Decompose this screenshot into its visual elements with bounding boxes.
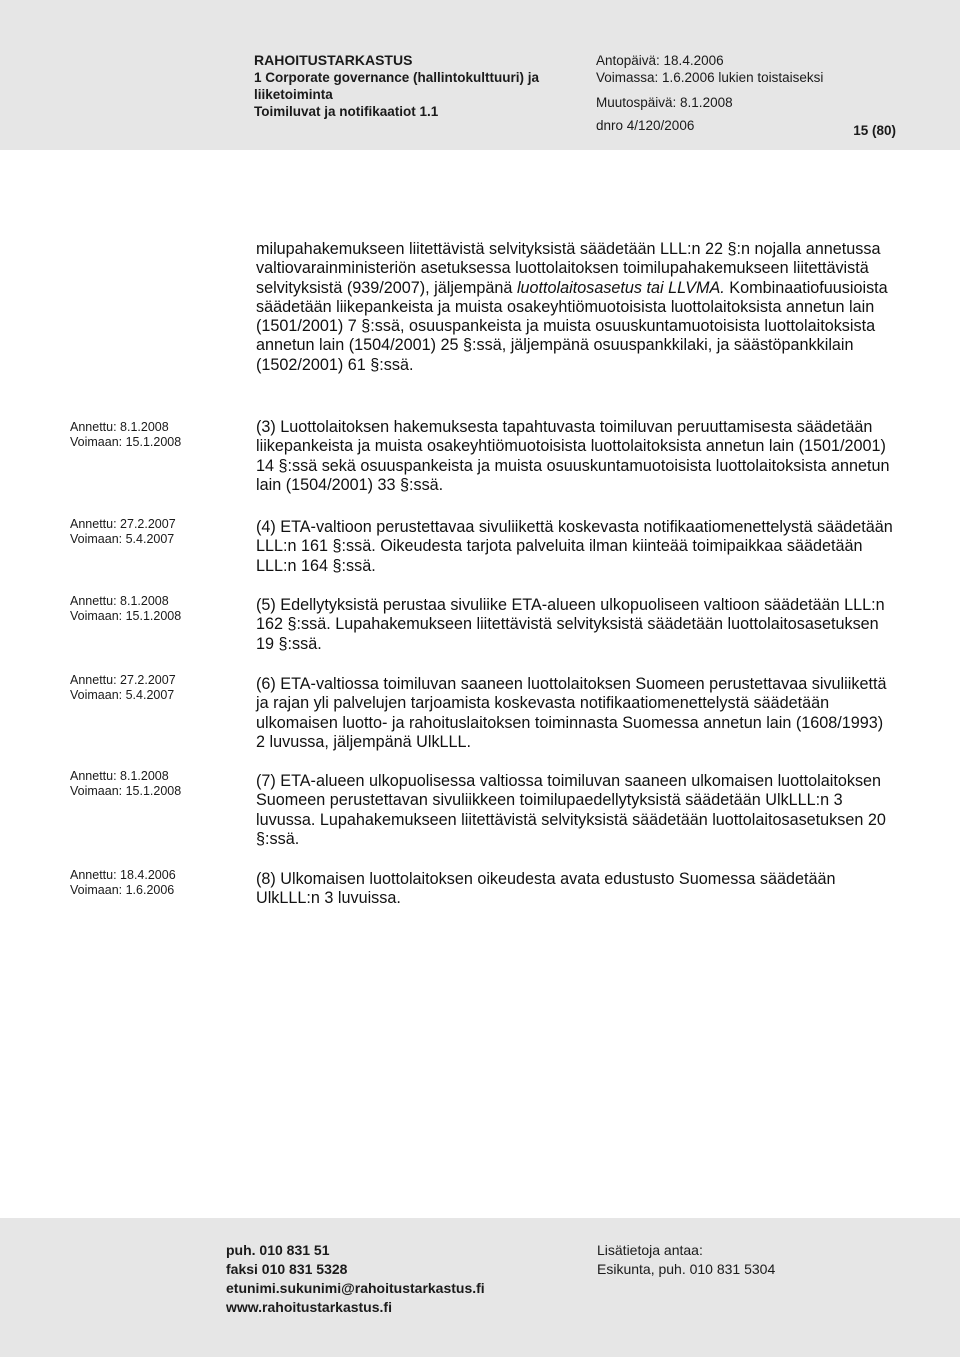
paragraph-4: [256, 518, 896, 576]
header-dnro: dnro 4/120/2006: [596, 118, 695, 133]
sidebar-voimaan: Voimaan: 15.1.2008: [70, 784, 182, 798]
sidebar-voimaan: Voimaan: 5.4.2007: [70, 532, 175, 546]
paragraph-5-text: (5) Edellytyksistä perustaa sivuliike ETA-alueen ulkopuoliseen valtioon säädetään LLL:n 162 §:ssä. Lupahakemukseen liitettävistä selvityksistä säädetään luottolaitosasetuksen 19 §:ssä.: [256, 596, 885, 653]
paragraph-6: [256, 675, 896, 752]
paragraph-6-text: (6) ETA-valtiossa toimiluvan saaneen luottolaitoksen Suomeen perustettavaa sivuliikettä ja rajan yli palvelujen tarjoamista koskevasta notifikaatiomenettelystä säädetään ulkomaisen luotto- ja rahoituslaitoksen toiminnasta Suomessa annetun lain (1608/1993) 2 luvussa, jäljempänä UlkLLL.: [256, 675, 887, 751]
footer-email[interactable]: etunimi.sukunimi@rahoitustarkastus.fi: [226, 1280, 485, 1296]
page-number: 15 (80): [853, 123, 896, 138]
paragraph-3: [256, 418, 896, 495]
header-org: RAHOITUSTARKASTUS: [254, 52, 413, 68]
header-doc-title-2: liiketoiminta: [254, 87, 333, 102]
paragraph-intro: [256, 240, 896, 375]
intro-text-1: milupahakemukseen liitettävistä selvityksistä säädetään LLL:n 22 §:n nojalla annetussa valtiovarainministeriön asetuksessa luottolaitoksen toimilupahakemukseen liitettävistä selvityksistä (939/2007), jäljempänä: [256, 240, 881, 297]
header-voimassa: Voimassa: 1.6.2006 lukien toistaiseksi: [596, 70, 824, 85]
paragraph-7: [256, 772, 896, 849]
header-doc-title-3: Toimiluvat ja notifikaatiot 1.1: [254, 104, 439, 119]
sidebar-note: [70, 594, 181, 624]
sidebar-annettu: Annettu: 8.1.2008: [70, 420, 169, 434]
sidebar-annettu: Annettu: 18.4.2006: [70, 868, 176, 882]
footer-web-link[interactable]: www.rahoitustarkastus.fi: [226, 1299, 392, 1315]
footer-phone: puh. 010 831 51: [226, 1242, 330, 1258]
sidebar-annettu: Annettu: 8.1.2008: [70, 594, 169, 608]
sidebar-annettu: Annettu: 8.1.2008: [70, 769, 169, 783]
paragraph-8-text: (8) Ulkomaisen luottolaitoksen oikeudesta avata edustusto Suomessa säädetään UlkLLL:n 3 luvuissa.: [256, 870, 836, 908]
footer-info-contact: Esikunta, puh. 010 831 5304: [597, 1261, 776, 1277]
sidebar-note: [70, 517, 176, 547]
sidebar-voimaan: Voimaan: 15.1.2008: [70, 609, 182, 623]
paragraph-7-text: (7) ETA-alueen ulkopuolisessa valtiossa toimiluvan saaneen ulkomaisen luottolaitoksen Suomeen perustettavan sivuliikkeen toimilupaedellytyksistä säädetään UlkLLL:n 3 luvussa. Lupahakemukseen liitettävistä selvityksistä säädetään luottolaitosasetuksen 20 §:ssä.: [256, 772, 886, 848]
header-antopaiva: Antopäivä: 18.4.2006: [596, 53, 724, 68]
intro-italic: luottolaitosasetus tai LLVMA.: [516, 278, 725, 297]
intro-text-2: Kombinaatiofuusioista säädetään liikepankeista ja muista osakeyhtiömuotoisista luottolaitoksista annetun lain (1501/2001) 7 §:ssä, osuuspankeista ja muista osuuskuntamuotoisista luottolaitoksista annetun lain (1504/2001) 25 §:ssä, jäljempänä osuuspankkilaki, ja säästöpankkilain (1502/2001) 61 §:ssä.: [256, 278, 888, 374]
sidebar-annettu: Annettu: 27.2.2007: [70, 673, 176, 687]
header-left: [254, 52, 539, 120]
sidebar-voimaan: Voimaan: 1.6.2006: [70, 883, 175, 897]
paragraph-3-text: (3) Luottolaitoksen hakemuksesta tapahtuvasta toimiluvan peruuttamisesta säädetään liikepankeista ja muista osakeyhtiömuotoisista luottolaitoksista annetun lain (1501/2001) 14 §:ssä sekä osuuspankeista ja muista osuuskuntamuotoisista luottolaitoksista annetun lain (1504/2001) 33 §:ssä.: [256, 418, 890, 494]
sidebar-note: [70, 868, 176, 898]
sidebar-note: [70, 420, 181, 450]
footer-fax: faksi 010 831 5328: [226, 1261, 348, 1277]
paragraph-4-text: (4) ETA-valtioon perustettavaa sivuliikettä koskevasta notifikaatiomenettelystä säädetään LLL:n 161 §:ssä. Oikeudesta tarjota palveluita ilman kiinteää toimipaikkaa säädetään LLL:n 164 §:ssä.: [256, 518, 893, 575]
paragraph-8: [256, 870, 896, 909]
footer-info-label: Lisätietoja antaa:: [597, 1242, 703, 1258]
paragraph-5: [256, 596, 896, 654]
footer-info: [597, 1241, 775, 1279]
sidebar-note: [70, 673, 176, 703]
sidebar-voimaan: Voimaan: 15.1.2008: [70, 435, 182, 449]
header-muutospaiva: Muutospäivä: 8.1.2008: [596, 95, 733, 110]
sidebar-annettu: Annettu: 27.2.2007: [70, 517, 176, 531]
sidebar-voimaan: Voimaan: 5.4.2007: [70, 688, 175, 702]
header-doc-title-1: 1 Corporate governance (hallintokulttuuri) ja: [254, 70, 540, 85]
header-right: [596, 52, 823, 134]
sidebar-note: [70, 769, 181, 799]
footer-contact: [226, 1241, 485, 1317]
